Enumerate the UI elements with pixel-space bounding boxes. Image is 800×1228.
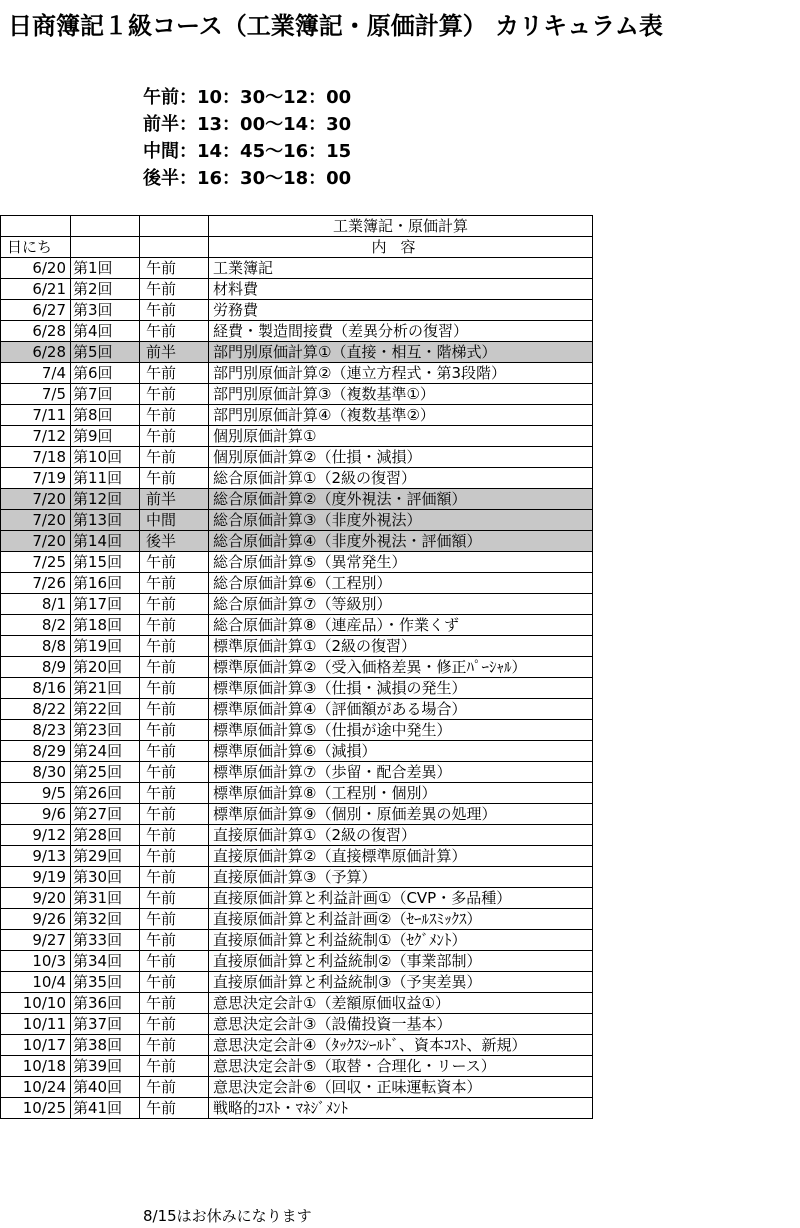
row-content: 標準原価計算④（評価額がある場合） [209, 699, 593, 720]
table-row [1, 1035, 593, 1056]
row-content: 総合原価計算①（2級の復習） [209, 468, 593, 489]
row-session-number: 第34回 [71, 951, 140, 972]
row-session-number: 第4回 [71, 321, 140, 342]
row-session-number: 第25回 [71, 762, 140, 783]
row-session-slot: 午前 [140, 1014, 209, 1035]
row-date: 7/19 [1, 468, 71, 489]
row-session-slot: 午前 [140, 594, 209, 615]
row-session-slot: 午前 [140, 846, 209, 867]
row-session-slot: 午前 [140, 762, 209, 783]
row-date: 9/12 [1, 825, 71, 846]
row-content: 総合原価計算④（非度外視法・評価額） [209, 531, 593, 552]
row-session-number: 第40回 [71, 1077, 140, 1098]
row-content: 総合原価計算③（非度外視法） [209, 510, 593, 531]
row-content: 部門別原価計算②（連立方程式・第3段階） [209, 363, 593, 384]
row-content: 標準原価計算①（2級の復習） [209, 636, 593, 657]
row-session-number: 第38回 [71, 1035, 140, 1056]
row-content: 総合原価計算⑧（連産品）・作業くず [209, 615, 593, 636]
row-content: 個別原価計算②（仕損・減損） [209, 447, 593, 468]
row-date: 8/16 [1, 678, 71, 699]
row-date: 7/25 [1, 552, 71, 573]
row-content: 総合原価計算⑦（等級別） [209, 594, 593, 615]
table-row [1, 300, 593, 321]
row-date: 6/28 [1, 342, 71, 363]
page-title: 日商簿記１級コース（工業簿記・原価計算） カリキュラム表 [8, 12, 663, 40]
row-session-number: 第13回 [71, 510, 140, 531]
row-session-number: 第24回 [71, 741, 140, 762]
date-header: 日にち [1, 237, 71, 258]
row-date: 10/25 [1, 1098, 71, 1119]
row-session-number: 第7回 [71, 384, 140, 405]
row-date: 10/10 [1, 993, 71, 1014]
row-content: 意思決定会計⑤（取替・合理化・リース） [209, 1056, 593, 1077]
row-session-slot: 午前 [140, 930, 209, 951]
table-row [1, 657, 593, 678]
row-session-number: 第12回 [71, 489, 140, 510]
table-row [1, 1056, 593, 1077]
row-content: 経費・製造間接費（差異分析の復習） [209, 321, 593, 342]
session-times [143, 84, 351, 192]
row-session-slot: 午前 [140, 825, 209, 846]
table-row [1, 426, 593, 447]
row-session-slot: 午前 [140, 468, 209, 489]
row-content: 意思決定会計⑥（回収・正味運転資本） [209, 1077, 593, 1098]
row-content: 直接原価計算と利益統制③（予実差異） [209, 972, 593, 993]
table-row [1, 783, 593, 804]
row-session-number: 第30回 [71, 867, 140, 888]
curriculum-table [0, 215, 593, 1119]
row-content: 工業簿記 [209, 258, 593, 279]
row-content: 標準原価計算⑤（仕損が途中発生） [209, 720, 593, 741]
row-session-number: 第8回 [71, 405, 140, 426]
table-row [1, 909, 593, 930]
row-content: 総合原価計算⑥（工程別） [209, 573, 593, 594]
row-session-slot: 午前 [140, 447, 209, 468]
table-row [1, 321, 593, 342]
row-content: 部門別原価計算④（複数基準②） [209, 405, 593, 426]
header-row-subject [1, 216, 593, 237]
table-row [1, 405, 593, 426]
row-date: 8/1 [1, 594, 71, 615]
row-session-slot: 午前 [140, 1098, 209, 1119]
row-date: 9/27 [1, 930, 71, 951]
row-session-slot: 午前 [140, 573, 209, 594]
row-session-number: 第2回 [71, 279, 140, 300]
table-row [1, 1077, 593, 1098]
table-row [1, 972, 593, 993]
row-date: 7/18 [1, 447, 71, 468]
row-content: 標準原価計算⑦（歩留・配合差異） [209, 762, 593, 783]
table-row [1, 258, 593, 279]
row-date: 10/3 [1, 951, 71, 972]
table-row [1, 363, 593, 384]
row-content: 標準原価計算③（仕損・減損の発生） [209, 678, 593, 699]
row-session-number: 第11回 [71, 468, 140, 489]
row-session-slot: 午前 [140, 993, 209, 1014]
row-session-number: 第20回 [71, 657, 140, 678]
row-date: 6/21 [1, 279, 71, 300]
row-session-number: 第28回 [71, 825, 140, 846]
table-row [1, 741, 593, 762]
row-session-number: 第3回 [71, 300, 140, 321]
row-session-slot: 午前 [140, 636, 209, 657]
row-date: 7/20 [1, 531, 71, 552]
row-content: 直接原価計算と利益計画①（CVP・多品種） [209, 888, 593, 909]
row-session-number: 第1回 [71, 258, 140, 279]
table-row [1, 615, 593, 636]
row-date: 8/22 [1, 699, 71, 720]
table-row [1, 804, 593, 825]
row-content: 個別原価計算① [209, 426, 593, 447]
row-date: 8/9 [1, 657, 71, 678]
row-session-slot: 午前 [140, 951, 209, 972]
row-date: 8/30 [1, 762, 71, 783]
row-content: 直接原価計算③（予算） [209, 867, 593, 888]
time-second-half: 後半：16：30～18：00 [143, 168, 352, 189]
row-date: 7/12 [1, 426, 71, 447]
row-date: 7/4 [1, 363, 71, 384]
row-date: 10/4 [1, 972, 71, 993]
row-session-slot: 午前 [140, 888, 209, 909]
row-date: 9/6 [1, 804, 71, 825]
row-session-number: 第32回 [71, 909, 140, 930]
row-session-slot: 前半 [140, 489, 209, 510]
table-row [1, 384, 593, 405]
row-date: 8/8 [1, 636, 71, 657]
row-date: 9/20 [1, 888, 71, 909]
row-session-slot: 中間 [140, 510, 209, 531]
content-header: 内容 [209, 237, 593, 258]
row-content: 直接原価計算と利益統制①（ｾｸﾞﾒﾝﾄ） [209, 930, 593, 951]
row-session-number: 第37回 [71, 1014, 140, 1035]
row-session-slot: 午前 [140, 657, 209, 678]
row-content: 標準原価計算②（受入価格差異・修正ﾊﾟｰｼｬﾙ） [209, 657, 593, 678]
row-date: 10/11 [1, 1014, 71, 1035]
table-row [1, 888, 593, 909]
row-session-number: 第23回 [71, 720, 140, 741]
row-content: 直接原価計算①（2級の復習） [209, 825, 593, 846]
row-date: 6/28 [1, 321, 71, 342]
table-row [1, 342, 593, 363]
row-content: 材料費 [209, 279, 593, 300]
row-content: 標準原価計算⑧（工程別・個別） [209, 783, 593, 804]
curriculum-table-wrapper [0, 215, 592, 1119]
row-content: 部門別原価計算①（直接・相互・階梯式） [209, 342, 593, 363]
table-row [1, 867, 593, 888]
row-session-slot: 午前 [140, 552, 209, 573]
table-row [1, 594, 593, 615]
row-session-slot: 午前 [140, 699, 209, 720]
row-session-number: 第41回 [71, 1098, 140, 1119]
row-session-number: 第14回 [71, 531, 140, 552]
row-content: 意思決定会計①（差額原価収益①） [209, 993, 593, 1014]
row-session-number: 第33回 [71, 930, 140, 951]
row-date: 9/13 [1, 846, 71, 867]
row-date: 9/5 [1, 783, 71, 804]
row-session-number: 第15回 [71, 552, 140, 573]
table-row [1, 636, 593, 657]
row-session-slot: 午前 [140, 909, 209, 930]
subject-header: 工業簿記・原価計算 [209, 216, 593, 237]
time-first-half: 前半：13：00～14：30 [143, 114, 352, 135]
row-content: 標準原価計算⑨（個別・原価差異の処理） [209, 804, 593, 825]
row-session-slot: 午前 [140, 783, 209, 804]
row-date: 8/2 [1, 615, 71, 636]
row-session-slot: 午前 [140, 321, 209, 342]
row-session-number: 第19回 [71, 636, 140, 657]
row-session-slot: 午前 [140, 1056, 209, 1077]
row-session-slot: 後半 [140, 531, 209, 552]
row-session-number: 第35回 [71, 972, 140, 993]
row-session-number: 第39回 [71, 1056, 140, 1077]
table-row [1, 699, 593, 720]
table-row [1, 510, 593, 531]
row-date: 7/20 [1, 510, 71, 531]
row-content: 標準原価計算⑥（減損） [209, 741, 593, 762]
row-session-slot: 午前 [140, 741, 209, 762]
row-session-number: 第16回 [71, 573, 140, 594]
table-row [1, 951, 593, 972]
row-date: 7/5 [1, 384, 71, 405]
row-session-number: 第10回 [71, 447, 140, 468]
time-middle: 中間：14：45～16：15 [143, 141, 352, 162]
row-content: 労務費 [209, 300, 593, 321]
row-session-slot: 午前 [140, 678, 209, 699]
row-session-slot: 午前 [140, 1035, 209, 1056]
row-content: 部門別原価計算③（複数基準①） [209, 384, 593, 405]
table-row [1, 489, 593, 510]
row-session-number: 第26回 [71, 783, 140, 804]
table-row [1, 762, 593, 783]
row-session-number: 第9回 [71, 426, 140, 447]
table-row [1, 846, 593, 867]
row-date: 9/19 [1, 867, 71, 888]
row-date: 8/29 [1, 741, 71, 762]
row-content: 意思決定会計④（ﾀｯｸｽｼｰﾙﾄﾞ、資本ｺｽﾄ、新規） [209, 1035, 593, 1056]
row-session-number: 第18回 [71, 615, 140, 636]
row-session-slot: 午前 [140, 1077, 209, 1098]
row-session-slot: 午前 [140, 258, 209, 279]
table-row [1, 993, 593, 1014]
holiday-note: 8/15はお休みになります [143, 1207, 312, 1225]
row-date: 8/23 [1, 720, 71, 741]
row-date: 7/20 [1, 489, 71, 510]
row-content: 直接原価計算と利益計画②（ｾｰﾙｽﾐｯｸｽ） [209, 909, 593, 930]
row-session-slot: 午前 [140, 720, 209, 741]
table-row [1, 1014, 593, 1035]
row-session-slot: 午前 [140, 615, 209, 636]
time-morning: 午前：10：30～12：00 [143, 87, 352, 108]
row-session-number: 第31回 [71, 888, 140, 909]
row-date: 10/24 [1, 1077, 71, 1098]
row-session-slot: 午前 [140, 405, 209, 426]
row-session-slot: 午前 [140, 279, 209, 300]
row-session-slot: 午前 [140, 426, 209, 447]
row-content: 総合原価計算②（度外視法・評価額） [209, 489, 593, 510]
row-session-number: 第21回 [71, 678, 140, 699]
row-session-number: 第17回 [71, 594, 140, 615]
table-row [1, 678, 593, 699]
row-date: 10/17 [1, 1035, 71, 1056]
row-content: 戦略的ｺｽﾄ・ﾏﾈｼﾞﾒﾝﾄ [209, 1098, 593, 1119]
table-row [1, 1098, 593, 1119]
row-content: 総合原価計算⑤（異常発生） [209, 552, 593, 573]
row-session-slot: 前半 [140, 342, 209, 363]
row-session-number: 第5回 [71, 342, 140, 363]
table-row [1, 468, 593, 489]
row-content: 直接原価計算と利益統制②（事業部制） [209, 951, 593, 972]
header-row-columns [1, 237, 593, 258]
row-session-slot: 午前 [140, 804, 209, 825]
table-row [1, 279, 593, 300]
table-row [1, 573, 593, 594]
table-row [1, 447, 593, 468]
table-row [1, 825, 593, 846]
row-date: 9/26 [1, 909, 71, 930]
row-session-number: 第36回 [71, 993, 140, 1014]
row-date: 6/20 [1, 258, 71, 279]
row-date: 6/27 [1, 300, 71, 321]
row-date: 7/11 [1, 405, 71, 426]
row-session-slot: 午前 [140, 867, 209, 888]
row-session-number: 第6回 [71, 363, 140, 384]
table-row [1, 930, 593, 951]
row-date: 10/18 [1, 1056, 71, 1077]
row-content: 意思決定会計③（設備投資一基本） [209, 1014, 593, 1035]
table-row [1, 552, 593, 573]
row-content: 直接原価計算②（直接標準原価計算） [209, 846, 593, 867]
row-session-slot: 午前 [140, 972, 209, 993]
table-row [1, 531, 593, 552]
row-session-number: 第27回 [71, 804, 140, 825]
row-session-number: 第22回 [71, 699, 140, 720]
table-row [1, 720, 593, 741]
row-session-slot: 午前 [140, 300, 209, 321]
row-session-slot: 午前 [140, 384, 209, 405]
row-session-slot: 午前 [140, 363, 209, 384]
row-date: 7/26 [1, 573, 71, 594]
row-session-number: 第29回 [71, 846, 140, 867]
